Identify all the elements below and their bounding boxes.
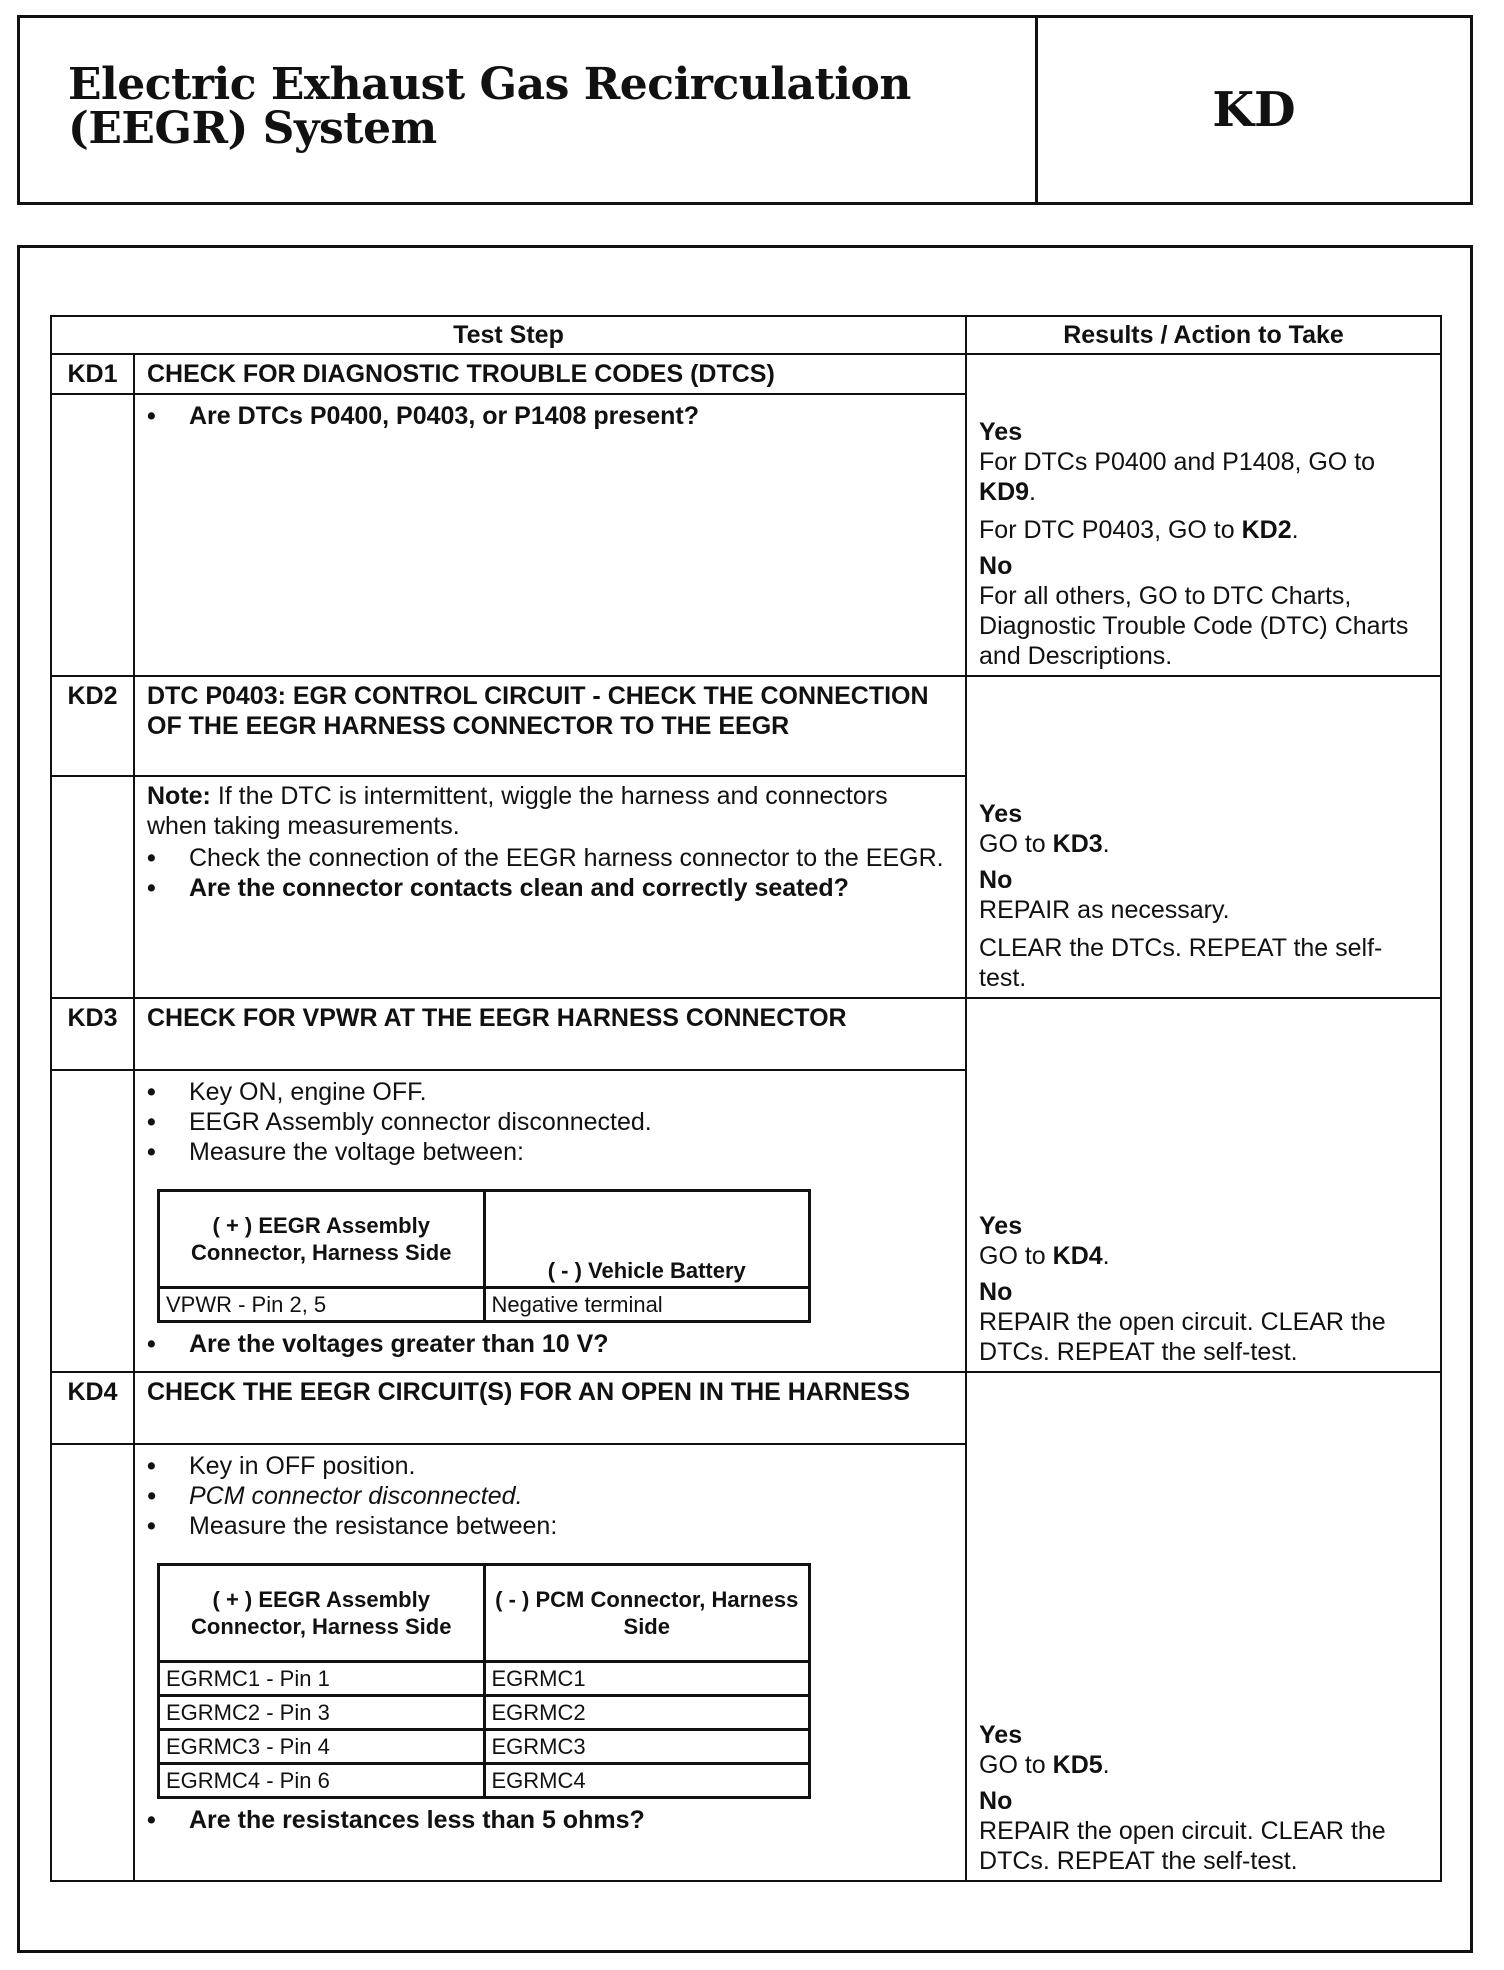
no-label: No bbox=[979, 552, 1013, 580]
inner-cell: EGRMC2 - Pin 3 bbox=[159, 1696, 485, 1730]
step-title-kd4: CHECK THE EEGR CIRCUIT(S) FOR AN OPEN IN THE HARNESS bbox=[134, 1372, 966, 1444]
step-instruction: • Check the connection of the EEGR harness connector to the EEGR. bbox=[147, 843, 953, 873]
voltage-measurement-table bbox=[157, 1189, 811, 1323]
inner-cell: EGRMC4 - Pin 6 bbox=[159, 1764, 485, 1798]
no-label: No bbox=[979, 1787, 1013, 1815]
result-text: REPAIR the open circuit. CLEAR the DTCs. REPEAT the self-test. bbox=[979, 1817, 1386, 1875]
yes-label: Yes bbox=[979, 800, 1023, 828]
column-header-results: Results / Action to Take bbox=[966, 316, 1441, 354]
step-instruction: • Measure the resistance between: bbox=[147, 1511, 953, 1541]
inner-header-negative: ( - ) PCM Connector, Harness Side bbox=[484, 1565, 810, 1662]
section-title-line1: Electric Exhaust Gas Recirculation bbox=[68, 59, 911, 110]
step-title-kd1: CHECK FOR DIAGNOSTIC TROUBLE CODES (DTCS) bbox=[134, 354, 966, 394]
inner-header-positive: ( + ) EEGR Assembly Connector, Harness Side bbox=[159, 1191, 485, 1288]
step-id-kd3: KD3 bbox=[51, 998, 134, 1070]
step-spacer bbox=[51, 1444, 134, 1881]
step-title-kd2: DTC P0403: EGR CONTROL CIRCUIT - CHECK THE CONNECTION OF THE EEGR HARNESS CONNECTOR TO THE EEGR bbox=[134, 676, 966, 776]
page-header bbox=[17, 15, 1473, 205]
step-instruction: • EEGR Assembly connector disconnected. bbox=[147, 1107, 953, 1137]
result-text: REPAIR the open circuit. CLEAR the DTCs. REPEAT the self-test. bbox=[979, 1308, 1386, 1366]
column-header-test-step: Test Step bbox=[51, 316, 966, 354]
inner-cell: EGRMC1 bbox=[484, 1662, 810, 1696]
no-label: No bbox=[979, 866, 1013, 894]
results-kd4 bbox=[966, 1372, 1441, 1881]
inner-cell: EGRMC3 - Pin 4 bbox=[159, 1730, 485, 1764]
step-question: • Are the voltages greater than 10 V? bbox=[147, 1329, 953, 1359]
no-label: No bbox=[979, 1278, 1013, 1306]
step-note: Note: If the DTC is intermittent, wiggle the harness and connectors when taking measurements. bbox=[147, 782, 888, 840]
yes-label: Yes bbox=[979, 418, 1023, 446]
inner-cell: VPWR - Pin 2, 5 bbox=[159, 1288, 485, 1322]
step-spacer bbox=[51, 776, 134, 998]
step-reference: KD5 bbox=[1052, 1751, 1103, 1779]
step-question: • Are the resistances less than 5 ohms? bbox=[147, 1805, 953, 1835]
step-reference: KD4 bbox=[1052, 1242, 1103, 1270]
step-body-kd2 bbox=[134, 776, 966, 998]
inner-cell: EGRMC3 bbox=[484, 1730, 810, 1764]
step-body-kd3 bbox=[134, 1070, 966, 1372]
inner-cell: Negative terminal bbox=[484, 1288, 810, 1322]
step-instruction: • Key in OFF position. bbox=[147, 1451, 953, 1481]
result-text: For DTC P0403, GO to KD2. bbox=[979, 516, 1299, 544]
inner-cell: EGRMC4 bbox=[484, 1764, 810, 1798]
step-question: • Are DTCs P0400, P0403, or P1408 present? bbox=[147, 401, 953, 431]
step-id-kd1: KD1 bbox=[51, 354, 134, 394]
inner-header-negative: ( - ) Vehicle Battery bbox=[484, 1191, 810, 1288]
pinpoint-test-table bbox=[50, 315, 1442, 1882]
step-title-kd3: CHECK FOR VPWR AT THE EEGR HARNESS CONNECTOR bbox=[134, 998, 966, 1070]
result-text: GO to KD4. bbox=[979, 1242, 1110, 1270]
yes-label: Yes bbox=[979, 1721, 1023, 1749]
step-instruction: • PCM connector disconnected. bbox=[147, 1481, 953, 1511]
results-kd3 bbox=[966, 998, 1441, 1372]
result-text: GO to KD5. bbox=[979, 1751, 1110, 1779]
step-spacer bbox=[51, 1070, 134, 1372]
step-id-kd4: KD4 bbox=[51, 1372, 134, 1444]
result-text: For all others, GO to DTC Charts, Diagnostic Trouble Code (DTC) Charts and Descriptions. bbox=[979, 582, 1409, 670]
section-title bbox=[20, 18, 1038, 202]
result-text: GO to KD3. bbox=[979, 830, 1110, 858]
step-reference: KD9 bbox=[979, 478, 1030, 506]
results-kd1 bbox=[966, 354, 1441, 676]
results-kd2 bbox=[966, 676, 1441, 998]
result-text: CLEAR the DTCs. REPEAT the self-test. bbox=[979, 934, 1383, 992]
result-text: For DTCs P0400 and P1408, GO to KD9. bbox=[979, 448, 1376, 506]
section-code: KD bbox=[1212, 82, 1296, 138]
yes-label: Yes bbox=[979, 1212, 1023, 1240]
step-instruction: • Measure the voltage between: bbox=[147, 1137, 953, 1167]
step-reference: KD2 bbox=[1241, 516, 1292, 544]
step-reference: KD3 bbox=[1052, 830, 1103, 858]
step-body-kd4 bbox=[134, 1444, 966, 1881]
inner-cell: EGRMC1 - Pin 1 bbox=[159, 1662, 485, 1696]
inner-header-positive: ( + ) EEGR Assembly Connector, Harness Side bbox=[159, 1565, 485, 1662]
step-question: • Are the connector contacts clean and correctly seated? bbox=[147, 873, 953, 903]
step-id-kd2: KD2 bbox=[51, 676, 134, 776]
section-title-line2: (EEGR) System bbox=[68, 103, 437, 154]
resistance-measurement-table bbox=[157, 1563, 811, 1799]
step-spacer bbox=[51, 394, 134, 676]
inner-cell: EGRMC2 bbox=[484, 1696, 810, 1730]
step-instruction: • Key ON, engine OFF. bbox=[147, 1077, 953, 1107]
step-body-kd1 bbox=[134, 394, 966, 676]
result-text: REPAIR as necessary. bbox=[979, 896, 1230, 924]
